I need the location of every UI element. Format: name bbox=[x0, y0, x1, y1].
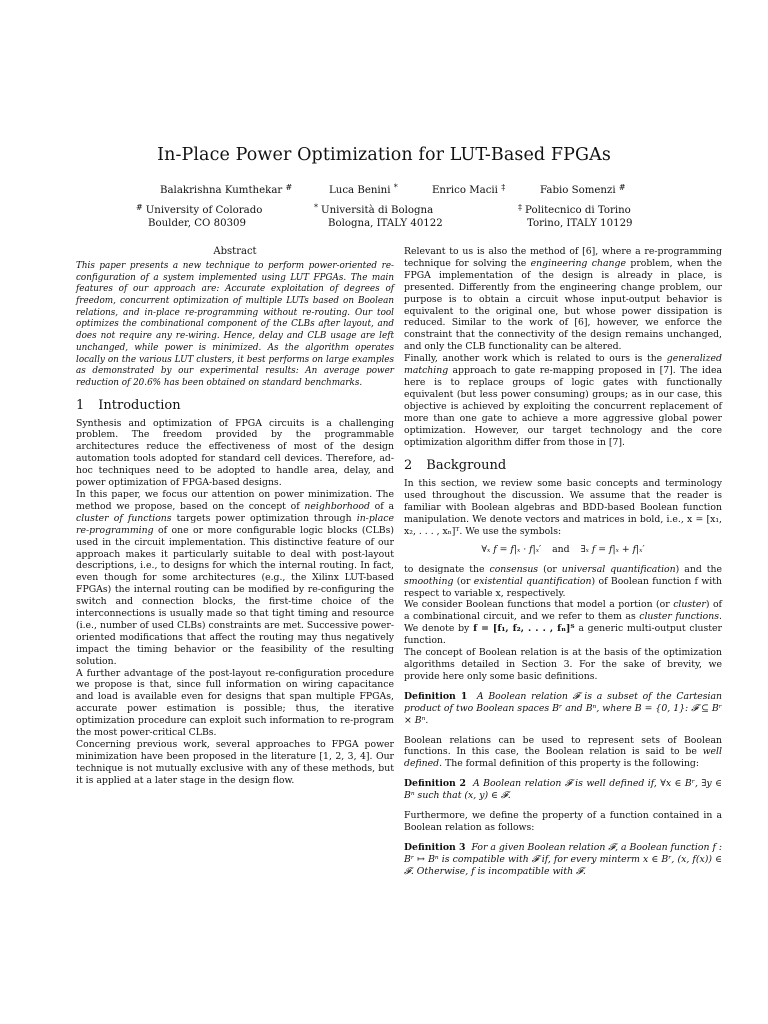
abstract-heading: Abstract bbox=[213, 246, 257, 257]
author-symbol: # bbox=[618, 183, 626, 192]
section-title: Background bbox=[426, 458, 507, 474]
definition-label: Definition 2 bbox=[404, 778, 467, 790]
text-run: (or bbox=[453, 575, 474, 587]
emphasis: cluster bbox=[673, 599, 706, 611]
emphasis: neighborhood bbox=[304, 500, 370, 512]
text-run: Boolean relations can be used to represent sets of Boolean functions. In this case, the Boolean relation is said to be bbox=[404, 734, 722, 758]
affiliation-line: Torino, ITALY 10129 bbox=[527, 218, 633, 230]
author bbox=[160, 181, 292, 197]
right-column bbox=[404, 246, 722, 886]
definition-label: Definition 1 bbox=[404, 690, 468, 702]
affiliation bbox=[136, 201, 262, 231]
emphasis: well defined bbox=[404, 746, 722, 770]
text-run: problem, when the FPGA implementation of the design is already in place, is presented. Differently from the engineering change problem, our purpose is to obtain a circuit whose input-output behavior is equivalent to the original one, but whose power dissipation is reduced. Similar to the work of [6], however, we enforce the constraint that the connectivity of the design remains unchanged, and only the CLB functionality can be altered. bbox=[404, 257, 722, 353]
text-run: Relevant to us is also the method of [6], where a re-programming technique for solving the bbox=[404, 246, 722, 269]
definition-1 bbox=[404, 691, 722, 727]
text-run: ) and the bbox=[675, 563, 723, 575]
intro-paragraph: A further advantage of the post-layout re-configuration procedure we propose is that, since full information on wiring capacitance and load is available even for designs that span multiple FPGAs, accurate power estimation is possible; thus, the iterative optimization procedure can exploit such information to re-program the most power-critical CLBs. bbox=[76, 667, 394, 739]
text-run: Finally, another work which is related to ours is the bbox=[404, 353, 667, 365]
author-name: Fabio Somenzi bbox=[540, 185, 616, 196]
intro-paragraph: Concerning previous work, several approaches to FPGA power minimization have been proposed in the literature [1, 2, 3, 4]. Our technique is not mutually exclusive with any of these methods, but it is applied at a later stage in the design flow. bbox=[76, 739, 394, 786]
affiliation-symbol: # bbox=[136, 203, 143, 212]
background-paragraph bbox=[404, 478, 722, 538]
affiliation-line: University of Colorado bbox=[145, 205, 263, 216]
emphasis: generalized matching bbox=[404, 353, 722, 377]
section-number: 2 bbox=[404, 458, 413, 474]
emphasis: in-place re-programming bbox=[76, 512, 394, 536]
affiliation bbox=[518, 201, 633, 231]
abstract-text: This paper presents a new technique to perform power-oriented re-configuration of a system implemented using LUT FPGAs. The main features of our approach are: Accurate exploitation of degrees of freedom, concurrent optimization of multiple LUTs based on Boolean relations, and in-place re-programming without re-routing. Our tool optimizes the combinational component of the CLBs after layout, and does not require any re-wiring. Hence, delay and CLB usage are left unchanged, while power is minimized. As the algorithm operates locally on the various LUT clusters, it best performs on large examples as demonstrated by our experimental results: An average power reduction of 20.6% has been obtained on standard benchmarks. bbox=[76, 260, 394, 388]
emphasis: universal quantification bbox=[561, 563, 676, 575]
affiliation-line: Politecnico di Torino bbox=[525, 205, 631, 216]
text-run: . We denote by bbox=[404, 611, 722, 635]
emphasis: smoothing bbox=[404, 575, 454, 587]
text-run: of one or more configurable logic blocks (CLBs) used in the circuit implementation. This distinctive feature of our approach makes it particularly suitable to deal with post-layout descriptions, i.e., to designs for which the internal routing. In fact, even though for some architectures (e.g., the Xilinx LUT-based FPGAs) the internal routing can be modified by re-configuring the switch and connection blocks, the first-time choice of the interconnections is usually made so that tight timing and resource (i.e., number of used CLBs) constraints are met. Successive power-oriented modifications that affect the routing may thus negatively impact the timing behavior or the feasibility of the resulting solution. bbox=[76, 524, 394, 667]
related-paragraph bbox=[404, 353, 722, 448]
text-run: (or bbox=[538, 563, 562, 575]
related-paragraph bbox=[404, 246, 722, 353]
affiliation-line: Boulder, CO 80309 bbox=[148, 218, 247, 230]
text-run: In this paper, we focus our attention on power minimization. The method we propose, based on the concept of bbox=[76, 488, 394, 512]
author-symbol: # bbox=[285, 183, 293, 192]
section-number: 1 bbox=[76, 397, 85, 413]
background-paragraph bbox=[404, 564, 722, 600]
text-run: of a bbox=[369, 500, 394, 512]
text-run: approach to gate re-mapping proposed in [7]. The idea here is to replace groups of logic gates with functionally equivalent (but less power consuming) groups; as in our case, this objective is achieved by exploiting the concurrent replacement of more than one gate to achieve a more aggressive global power optimization. However, our target technology and the core optimization algorithm differ from those in [7]. bbox=[404, 365, 722, 448]
equation-consensus: ∀ₓ f = f|ₓ · f|ₓ′ bbox=[481, 543, 542, 555]
definition-2 bbox=[404, 778, 722, 802]
emphasis: cluster of functions bbox=[76, 512, 172, 524]
background-paragraph bbox=[404, 599, 722, 647]
affiliation-line: Università di Bologna bbox=[321, 205, 434, 216]
background-paragraph: The concept of Boolean relation is at the basis of the optimization algorithms detailed in Section 3. For the sake of brevity, we provide here only some basic definitions. bbox=[404, 647, 722, 682]
affiliation-symbol: ‡ bbox=[518, 203, 522, 212]
inline-math: x = [x₁, x₂, . . . , xₙ]ᵀ bbox=[404, 514, 722, 537]
background-paragraph bbox=[404, 735, 722, 771]
equation-smoothing: ∃ₓ f = f|ₓ + f|ₓ′ bbox=[580, 543, 645, 555]
author-block bbox=[0, 181, 768, 241]
text-run: . We use the symbols: bbox=[459, 525, 562, 537]
author-name: Luca Benini bbox=[329, 185, 391, 196]
author-name: Balakrishna Kumthekar bbox=[160, 185, 283, 196]
author-name: Enrico Macii bbox=[432, 185, 498, 196]
emphasis: engineering change bbox=[530, 257, 626, 269]
author-symbol: ‡ bbox=[501, 183, 506, 192]
definition-body: A Boolean relation 𝓕 is a subset of the Cartesian product of two Boolean spaces Bʳ and Bⁿ, where B = {0, 1}: 𝓕 ⊆ Bʳ × Bⁿ. bbox=[404, 690, 722, 726]
text-run: . The formal definition of this property is the following: bbox=[439, 758, 700, 770]
author bbox=[540, 181, 626, 197]
definition-body: A Boolean relation 𝓕 is well defined if, ∀x ∈ Bʳ, ∃y ∈ Bⁿ such that (x, y) ∈ 𝓕. bbox=[404, 778, 722, 802]
section-heading-background bbox=[404, 460, 722, 472]
definition-body: For a given Boolean relation 𝓕, a Boolean function f : Bʳ ↦ Bⁿ is compatible with 𝓕 if, for every minterm x ∈ Bʳ, (x, f(x)) ∈ 𝓕. Otherwise, f is incompatible with 𝓕. bbox=[404, 841, 722, 877]
affiliation-symbol: * bbox=[314, 203, 318, 212]
paper-title: In-Place Power Optimization for LUT-Based FPGAs bbox=[157, 145, 611, 165]
emphasis: consensus bbox=[489, 563, 539, 575]
text-run: a generic multi-output cluster function. bbox=[404, 623, 722, 647]
definition-label: Definition 3 bbox=[404, 841, 466, 853]
text-run: ) of Boolean function f with respect to variable x, respectively. bbox=[404, 575, 722, 599]
intro-paragraph bbox=[76, 489, 394, 668]
author bbox=[329, 181, 398, 197]
section-heading-introduction bbox=[76, 397, 394, 413]
text-run: to designate the bbox=[404, 563, 490, 575]
intro-paragraph: Synthesis and optimization of FPGA circuits is a challenging problem. The freedom provided by the programmable architectures reduce the effectiveness of most of the design automation tools adopted for standard cell devices. Therefore, ad-hoc techniques need to be adopted to handle area, delay, and power optimization of FPGA-based designs. bbox=[76, 417, 394, 489]
equation-connector: and bbox=[552, 543, 570, 555]
text-run: In this section, we review some basic concepts and terminology used throughout the discussion. We assume that the reader is familiar with Boolean algebras and BDD-based Boolean function manipulation. We denote vectors and matrices in bold, i.e., bbox=[404, 478, 722, 526]
emphasis: cluster functions bbox=[639, 611, 720, 623]
affiliation bbox=[314, 201, 443, 231]
author-symbol: * bbox=[393, 183, 398, 192]
definition-3 bbox=[404, 842, 722, 878]
text-run: We consider Boolean functions that model a portion (or bbox=[404, 599, 674, 611]
section-title: Introduction bbox=[98, 397, 181, 413]
emphasis: existential quantification bbox=[473, 575, 592, 587]
background-paragraph: Furthermore, we define the property of a function contained in a Boolean relation as follows: bbox=[404, 810, 722, 833]
left-column bbox=[76, 246, 394, 787]
affiliation-line: Bologna, ITALY 40122 bbox=[328, 218, 443, 230]
text-run: targets power optimization through bbox=[171, 512, 357, 524]
author bbox=[432, 181, 505, 197]
text-run: ) of a combinational circuit, and we refer to them as bbox=[404, 599, 723, 623]
display-equation bbox=[404, 544, 722, 556]
inline-math: f = [f₁, f₂, . . . , fₙ]ᵀ bbox=[473, 623, 575, 635]
